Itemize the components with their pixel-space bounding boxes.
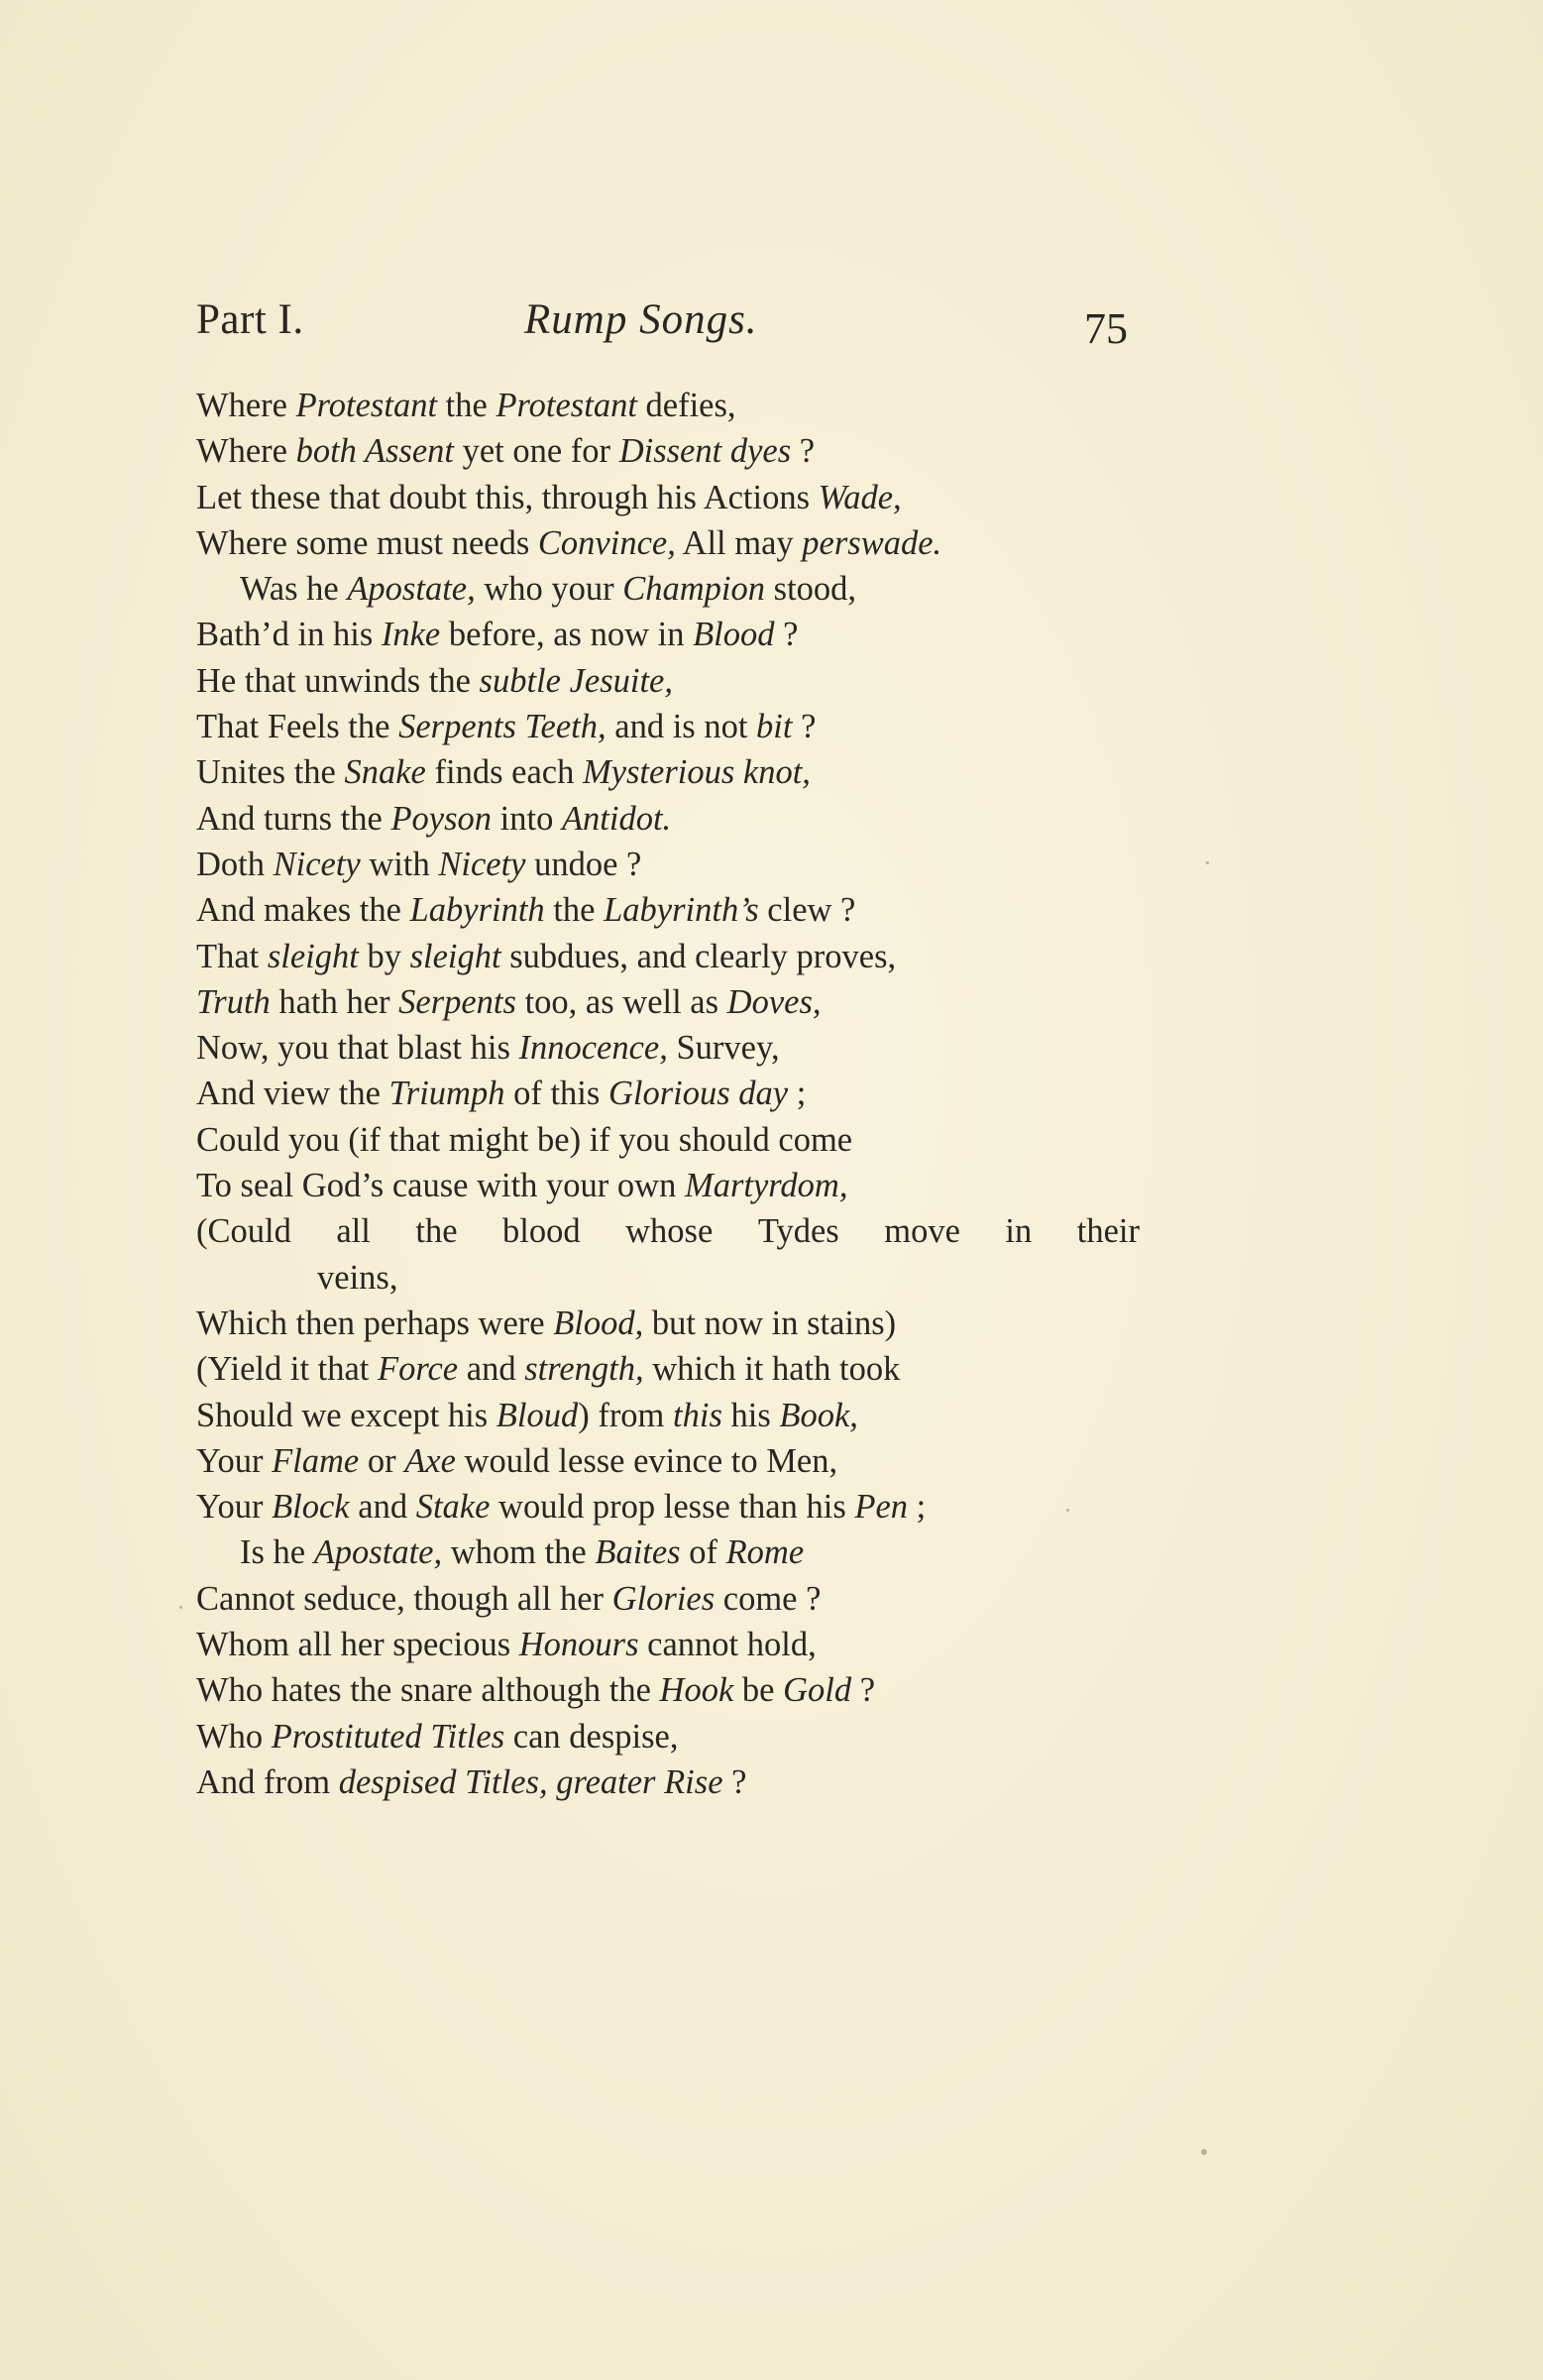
- poem-line: [196, 383, 1148, 428]
- line-text: He that unwinds the: [196, 661, 480, 700]
- italic-text: Labyrinth’s: [604, 891, 759, 930]
- line-text: (Yield it that: [196, 1350, 379, 1389]
- line-text: Was he: [240, 570, 348, 609]
- paper-speck: [179, 1606, 182, 1609]
- italic-text: sleight: [267, 937, 359, 975]
- poem-line: [196, 520, 1148, 566]
- italic-text: Nicety: [273, 845, 361, 883]
- paper-speck: [1066, 1509, 1069, 1512]
- line-text: Who: [196, 1717, 272, 1756]
- poem-line: [196, 1117, 1148, 1163]
- line-text: ?: [791, 432, 816, 471]
- poem-line: [196, 1576, 1148, 1622]
- poem-line: [196, 1163, 1148, 1208]
- line-text: yet one for: [453, 432, 619, 471]
- line-text: cannot hold,: [638, 1626, 817, 1664]
- poem-line: [196, 1346, 1148, 1392]
- line-text: clew ?: [758, 891, 856, 930]
- poem-line: [196, 1622, 1148, 1667]
- line-text: and: [349, 1488, 416, 1527]
- line-text: ?: [792, 708, 817, 746]
- italic-text: Blood: [693, 616, 775, 654]
- poem-line: [196, 566, 1148, 612]
- page-number: 75: [1084, 304, 1128, 353]
- line-text: Cannot seduce, though all her: [196, 1579, 612, 1618]
- line-text: And makes the: [196, 891, 410, 930]
- poem-word: their: [1076, 1212, 1140, 1251]
- italic-text: Serpents: [398, 982, 516, 1021]
- line-text: or: [359, 1441, 405, 1480]
- line-text: which it hath took: [643, 1350, 901, 1389]
- line-text: Should we except his: [196, 1396, 496, 1434]
- italic-text: sleight: [409, 937, 501, 975]
- italic-text: Glories: [611, 1579, 716, 1618]
- line-text: Who hates the snare although the: [196, 1671, 660, 1710]
- italic-text: despised Titles, greater Rise: [338, 1762, 723, 1801]
- line-text: Where: [196, 387, 296, 424]
- italic-text: Poyson: [390, 799, 493, 838]
- poem-line: [196, 979, 1148, 1025]
- line-text: Unites the: [196, 753, 345, 792]
- line-text: All may: [675, 523, 803, 562]
- italic-text: Block: [272, 1488, 350, 1527]
- line-text: ?: [774, 616, 799, 654]
- line-text: Your: [196, 1488, 273, 1527]
- italic-text: Glorious day: [607, 1075, 789, 1113]
- poem-body: [196, 383, 1148, 1805]
- line-text: but now in stains): [643, 1303, 897, 1342]
- line-text: the: [544, 891, 605, 930]
- poem-line: [196, 887, 1148, 933]
- line-text: Could you (if that might be) if you should come: [196, 1120, 853, 1159]
- line-text: hath her: [270, 982, 399, 1021]
- poem-line: [196, 1438, 1148, 1484]
- poem-line: [196, 1393, 1148, 1438]
- italic-text: Baites: [595, 1533, 681, 1572]
- poem-word: move: [884, 1212, 960, 1251]
- italic-text: subtle Jesuite,: [479, 661, 673, 700]
- italic-text: Martyrdom,: [684, 1167, 848, 1205]
- line-text: before, as now in: [440, 616, 694, 654]
- line-text: come ?: [715, 1579, 822, 1618]
- poem-line: [196, 1530, 1148, 1575]
- line-text: subdues, and clearly proves,: [500, 937, 897, 975]
- italic-text: strength,: [524, 1350, 644, 1389]
- part-label: Part I.: [196, 296, 304, 343]
- line-text: veins,: [317, 1258, 398, 1297]
- italic-text: Gold: [783, 1671, 852, 1710]
- line-text: ?: [851, 1671, 876, 1710]
- line-text: ) from: [578, 1396, 674, 1434]
- poem-word: the: [415, 1212, 458, 1251]
- italic-text: bit: [756, 708, 793, 746]
- poem-line: [196, 658, 1148, 704]
- line-text: And turns the: [196, 799, 391, 838]
- italic-text: Apostate,: [347, 570, 476, 609]
- line-text: ?: [722, 1762, 747, 1801]
- line-text: into: [492, 799, 562, 838]
- poem-line: [196, 475, 1148, 520]
- line-text: Survey,: [667, 1029, 780, 1068]
- line-text: can despise,: [504, 1717, 679, 1756]
- line-text: Your: [196, 1441, 273, 1480]
- italic-text: both Assent: [295, 432, 454, 471]
- poem-line: [196, 842, 1148, 887]
- line-text: too, as well as: [515, 982, 727, 1021]
- italic-text: Book,: [779, 1396, 858, 1434]
- poem-line: [196, 428, 1148, 474]
- italic-text: Axe: [404, 1441, 456, 1480]
- poem-line: [196, 1025, 1148, 1071]
- line-text: Whom all her specious: [196, 1626, 519, 1664]
- italic-text: Labyrinth: [409, 891, 545, 930]
- line-text: and: [458, 1350, 525, 1389]
- italic-text: Wade,: [818, 478, 902, 516]
- line-text: his: [721, 1396, 780, 1434]
- italic-text: Snake: [344, 753, 426, 792]
- line-text: Doth: [196, 845, 274, 883]
- line-text: And view the: [196, 1075, 389, 1113]
- poem-line: [196, 1759, 1148, 1805]
- italic-text: Apostate,: [313, 1533, 443, 1572]
- section-title: Rump Songs.: [524, 296, 758, 343]
- line-text: the: [437, 387, 496, 424]
- line-text: by: [358, 937, 410, 975]
- line-text: who your: [475, 570, 623, 609]
- line-text: Let these that doubt this, through his Actions: [196, 478, 819, 516]
- line-text: Where: [196, 432, 296, 471]
- italic-text: Truth: [196, 982, 271, 1021]
- italic-text: Triumph: [388, 1075, 505, 1113]
- paper-speck: [1206, 861, 1209, 864]
- italic-text: Protestant: [496, 387, 637, 424]
- line-text: ;: [908, 1488, 927, 1527]
- italic-text: Prostituted Titles: [271, 1717, 505, 1756]
- line-text: would lesse evince to Men,: [455, 1441, 838, 1480]
- line-text: with: [360, 845, 439, 883]
- italic-text: Honours: [518, 1626, 639, 1664]
- poem-line: [196, 1071, 1148, 1116]
- line-text: That Feels the: [196, 708, 399, 746]
- italic-text: Nicety: [438, 845, 526, 883]
- line-text: would prop lesse than his: [490, 1488, 855, 1527]
- poem-word: blood: [502, 1212, 581, 1251]
- italic-text: Hook: [659, 1671, 734, 1710]
- italic-text: perswade.: [802, 523, 942, 562]
- poem-word: Tydes: [757, 1212, 839, 1251]
- poem-line: [196, 1667, 1148, 1713]
- italic-text: Bloud: [496, 1396, 579, 1434]
- poem-line: [196, 1255, 1148, 1301]
- line-text: undoe ?: [525, 845, 642, 883]
- line-text: defies,: [636, 387, 736, 424]
- line-text: of this: [504, 1075, 608, 1113]
- poem-word: whose: [625, 1212, 714, 1251]
- poem-word: in: [1005, 1212, 1033, 1251]
- line-text: Now, you that blast his: [196, 1029, 519, 1068]
- line-text: Bath’d in his: [196, 616, 382, 654]
- poem-line: [196, 1714, 1148, 1759]
- poem-line: [196, 749, 1148, 795]
- poem-line: [196, 612, 1148, 657]
- italic-text: Flame: [272, 1441, 360, 1480]
- line-text: That: [196, 937, 268, 975]
- line-text: stood,: [765, 570, 857, 609]
- italic-text: Pen: [854, 1488, 909, 1527]
- italic-text: Convince,: [537, 523, 676, 562]
- line-text: whom the: [442, 1533, 596, 1572]
- italic-text: Champion: [622, 570, 766, 609]
- poem-line: [196, 934, 1148, 979]
- line-text: finds each: [425, 753, 583, 792]
- italic-text: this: [673, 1396, 722, 1434]
- line-text: Is he: [240, 1533, 314, 1572]
- poem-line: [196, 1484, 1148, 1530]
- line-text: And from: [196, 1762, 339, 1801]
- italic-text: Doves,: [726, 982, 822, 1021]
- italic-text: Dissent dyes: [618, 432, 792, 471]
- italic-text: Serpents Teeth,: [398, 708, 606, 746]
- poem-line: [196, 796, 1148, 842]
- italic-text: Antidot.: [561, 799, 672, 838]
- italic-text: Stake: [415, 1488, 491, 1527]
- italic-text: Innocence,: [518, 1029, 668, 1068]
- poem-word: (Could: [196, 1212, 291, 1251]
- italic-text: Mysterious knot,: [582, 753, 811, 792]
- italic-text: Rome: [725, 1533, 805, 1572]
- line-text: Which then perhaps were: [196, 1303, 554, 1342]
- italic-text: Force: [378, 1350, 459, 1389]
- poem-line: [196, 704, 1148, 749]
- line-text: ;: [788, 1075, 807, 1113]
- paper-speck: [1201, 2149, 1207, 2155]
- line-text: Where some must needs: [196, 523, 538, 562]
- italic-text: Protestant: [295, 387, 438, 424]
- running-header: [196, 295, 1138, 365]
- poem-line: [196, 1208, 1140, 1254]
- poem-line: [196, 1301, 1148, 1346]
- italic-text: Inke: [381, 616, 441, 654]
- line-text: To seal God’s cause with your own: [196, 1167, 685, 1205]
- line-text: be: [733, 1671, 784, 1710]
- italic-text: Blood,: [553, 1303, 644, 1342]
- poem-word: all: [336, 1212, 371, 1251]
- line-text: of: [680, 1533, 726, 1572]
- line-text: and is not: [606, 708, 757, 746]
